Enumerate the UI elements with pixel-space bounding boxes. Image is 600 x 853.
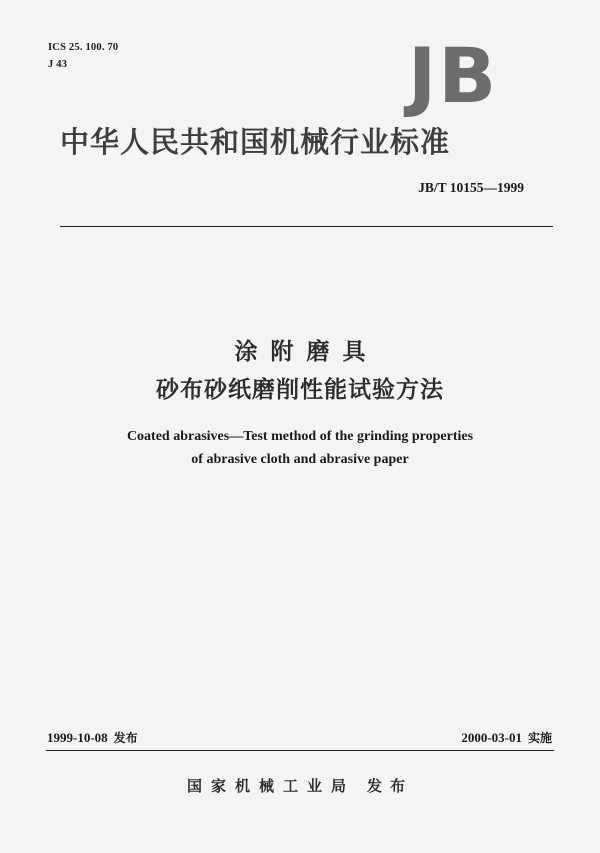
jb-logo: JB xyxy=(408,31,499,120)
issuer-name: 国家机械工业局 xyxy=(186,777,355,795)
english-title-line-2: of abrasive cloth and abrasive paper xyxy=(191,452,409,467)
issuer-action: 发布 xyxy=(367,777,414,795)
chinese-title-line-1: 涂附磨具 xyxy=(234,339,379,365)
issue-date-block xyxy=(47,729,138,746)
english-title-line-1: Coated abrasives—Test method of the grinding properties xyxy=(126,429,474,444)
footer-divider xyxy=(46,750,554,751)
classification-code: J 43 xyxy=(48,59,68,70)
issuer-line xyxy=(0,776,600,796)
issue-date: 1999-10-08 xyxy=(47,730,108,745)
standard-number: JB/T 10155—1999 xyxy=(418,180,524,195)
implementation-date-block xyxy=(461,729,552,746)
issue-label: 发布 xyxy=(113,731,138,745)
ics-code: ICS 25. 100. 70 xyxy=(48,42,119,53)
organization-title: 中华人民共和国机械行业标准 xyxy=(60,125,451,159)
header-divider xyxy=(60,226,553,227)
implementation-label: 实施 xyxy=(527,731,552,745)
chinese-title-line-2: 砂布砂纸磨削性能试验方法 xyxy=(156,377,444,403)
implementation-date: 2000-03-01 xyxy=(461,730,522,745)
